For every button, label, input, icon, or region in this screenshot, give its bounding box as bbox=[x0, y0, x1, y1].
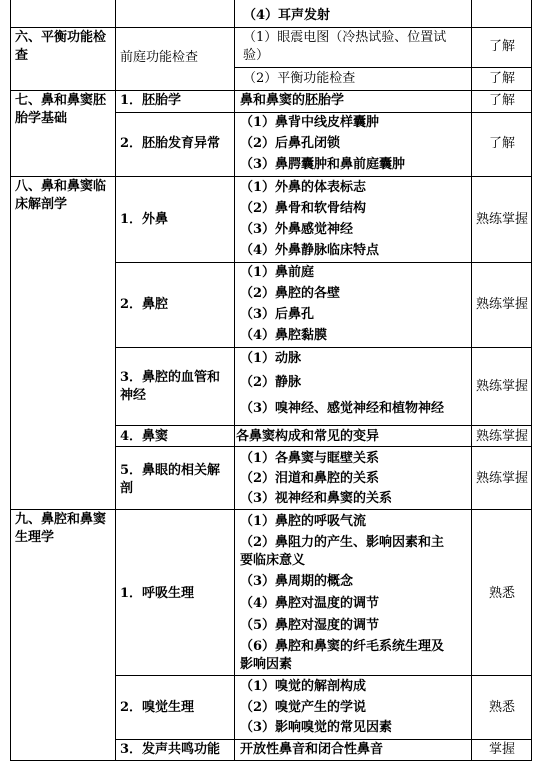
item-nasal-cycle: （3）鼻周期的概念 bbox=[240, 574, 354, 589]
item-nasopalatine-cyst: （3）鼻腭囊肿和鼻前庭囊肿 bbox=[240, 157, 406, 172]
row-divider bbox=[115, 347, 532, 348]
item-lacrimal-duct: （2）泪道和鼻腔的关系 bbox=[240, 471, 380, 486]
subject-vessels-nerves-cont: 神经 bbox=[120, 388, 147, 403]
row-divider bbox=[10, 27, 532, 28]
section-title-embryology: 七、鼻和鼻窦胚 bbox=[15, 93, 107, 108]
row-divider bbox=[115, 112, 532, 113]
column-divider bbox=[234, 0, 235, 761]
item-nasal-resistance: （2）鼻阻力的产生、影响因素和主 bbox=[240, 535, 445, 550]
row-divider bbox=[115, 425, 532, 426]
row-divider bbox=[115, 739, 532, 740]
subject-naso-orbital-cont: 剖 bbox=[120, 481, 134, 496]
item-olfaction-theory: （2）嗅觉产生的学说 bbox=[240, 700, 367, 715]
item-ear-sound: （4）耳声发射 bbox=[243, 8, 331, 23]
subject-developmental-anomaly: 2．胚胎发育异常 bbox=[120, 136, 221, 151]
item-olfactory-autonomic-nerves: （3）嗅神经、感觉神经和植物神经 bbox=[240, 401, 445, 416]
item-ciliary-system-cont: 影响因素 bbox=[240, 657, 293, 672]
subject-embryology: 1．胚胎学 bbox=[120, 93, 182, 108]
item-surface-landmarks: （1）外鼻的体表标志 bbox=[240, 180, 367, 195]
item-embryology: 鼻和鼻窦的胚胎学 bbox=[240, 93, 345, 108]
section-title-anatomy-cont: 床解剖学 bbox=[15, 197, 68, 212]
item-sinus-orbit: （1）各鼻窦与眶壁关系 bbox=[240, 451, 380, 466]
subject-naso-orbital: 5．鼻眼的相关解 bbox=[120, 463, 221, 478]
requirement-level: 掌握 bbox=[488, 742, 515, 757]
item-mucosa: （4）鼻腔黏膜 bbox=[240, 328, 328, 343]
item-temperature: （4）鼻腔对温度的调节 bbox=[240, 596, 380, 611]
item-dermoid-cyst: （1）鼻背中线皮样囊肿 bbox=[240, 115, 380, 130]
item-humidity: （5）鼻腔对湿度的调节 bbox=[240, 618, 380, 633]
item-sinus-variations: 各鼻窦构成和常见的变异 bbox=[236, 429, 380, 444]
row-divider bbox=[10, 90, 532, 91]
item-airflow: （1）鼻腔的呼吸气流 bbox=[240, 514, 367, 529]
requirement-level: 熟练掌握 bbox=[475, 212, 528, 227]
item-sensory-nerve: （3）外鼻感觉神经 bbox=[240, 222, 354, 237]
row-divider bbox=[10, 509, 532, 510]
row-divider bbox=[234, 67, 532, 68]
row-divider bbox=[115, 262, 532, 263]
requirement-level: 熟练掌握 bbox=[475, 379, 528, 394]
item-choanal-atresia: （2）后鼻孔闭锁 bbox=[240, 136, 341, 151]
item-balance-test: （2）平衡功能检查 bbox=[243, 71, 356, 86]
requirement-level: 熟练掌握 bbox=[475, 471, 528, 486]
item-nasal-resistance-cont: 要临床意义 bbox=[240, 553, 306, 568]
item-cavity-walls: （2）鼻腔的各壁 bbox=[240, 286, 341, 301]
subject-external-nose: 1．外鼻 bbox=[120, 212, 169, 227]
requirement-level: 熟练掌握 bbox=[475, 297, 528, 312]
requirement-level: 熟悉 bbox=[488, 586, 515, 601]
item-ciliary-system: （6）鼻腔和鼻窦的纤毛系统生理及 bbox=[240, 639, 445, 654]
requirement-level: 熟悉 bbox=[488, 700, 515, 715]
requirement-level: 了解 bbox=[488, 93, 515, 108]
item-vein-features: （4）外鼻静脉临床特点 bbox=[240, 243, 380, 258]
row-divider bbox=[115, 675, 532, 676]
item-olfaction-factors: （3）影响嗅觉的常见因素 bbox=[240, 720, 393, 735]
item-bone-cartilage: （2）鼻骨和软骨结构 bbox=[240, 201, 367, 216]
item-artery: （1）动脉 bbox=[240, 351, 302, 366]
item-vestibule: （1）鼻前庭 bbox=[240, 265, 315, 280]
row-divider bbox=[10, 176, 532, 177]
item-nasality: 开放性鼻音和闭合性鼻音 bbox=[240, 742, 384, 757]
requirement-level: 了解 bbox=[488, 71, 515, 86]
section-title-anatomy: 八、鼻和鼻窦临 bbox=[15, 179, 107, 194]
item-electronystagmography: （1）眼震电图（冷热试验、位置试 bbox=[243, 30, 447, 45]
row-divider bbox=[115, 446, 532, 447]
section-title-balance-cont: 查 bbox=[15, 48, 29, 63]
section-title-balance: 六、平衡功能检 bbox=[15, 30, 107, 45]
subject-olfactory: 2．嗅觉生理 bbox=[120, 700, 195, 715]
item-olfactory-anatomy: （1）嗅觉的解剖构成 bbox=[240, 679, 367, 694]
requirement-level: 了解 bbox=[488, 136, 515, 151]
subject-nasal-cavity: 2．鼻腔 bbox=[120, 297, 169, 312]
section-title-embryology-cont: 胎学基础 bbox=[15, 111, 68, 126]
section-title-physiology-cont: 生理学 bbox=[15, 530, 55, 545]
column-divider bbox=[115, 0, 116, 761]
item-choana: （3）后鼻孔 bbox=[240, 307, 315, 322]
item-optic-nerve: （3）视神经和鼻窦的关系 bbox=[240, 491, 393, 506]
subject-respiratory: 1．呼吸生理 bbox=[120, 586, 195, 601]
section-title-physiology: 九、鼻腔和鼻窦 bbox=[15, 512, 107, 527]
item-vein: （2）静脉 bbox=[240, 375, 302, 390]
requirement-level: 熟练掌握 bbox=[475, 429, 528, 444]
subject-vestibular: 前庭功能检查 bbox=[120, 50, 199, 65]
subject-resonance: 3．发声共鸣功能 bbox=[120, 742, 221, 757]
subject-sinuses: 4．鼻窦 bbox=[120, 429, 169, 444]
requirement-level: 了解 bbox=[488, 39, 515, 54]
item-electronystagmography-cont: 验） bbox=[243, 48, 270, 63]
subject-vessels-nerves: 3．鼻腔的血管和 bbox=[120, 370, 221, 385]
